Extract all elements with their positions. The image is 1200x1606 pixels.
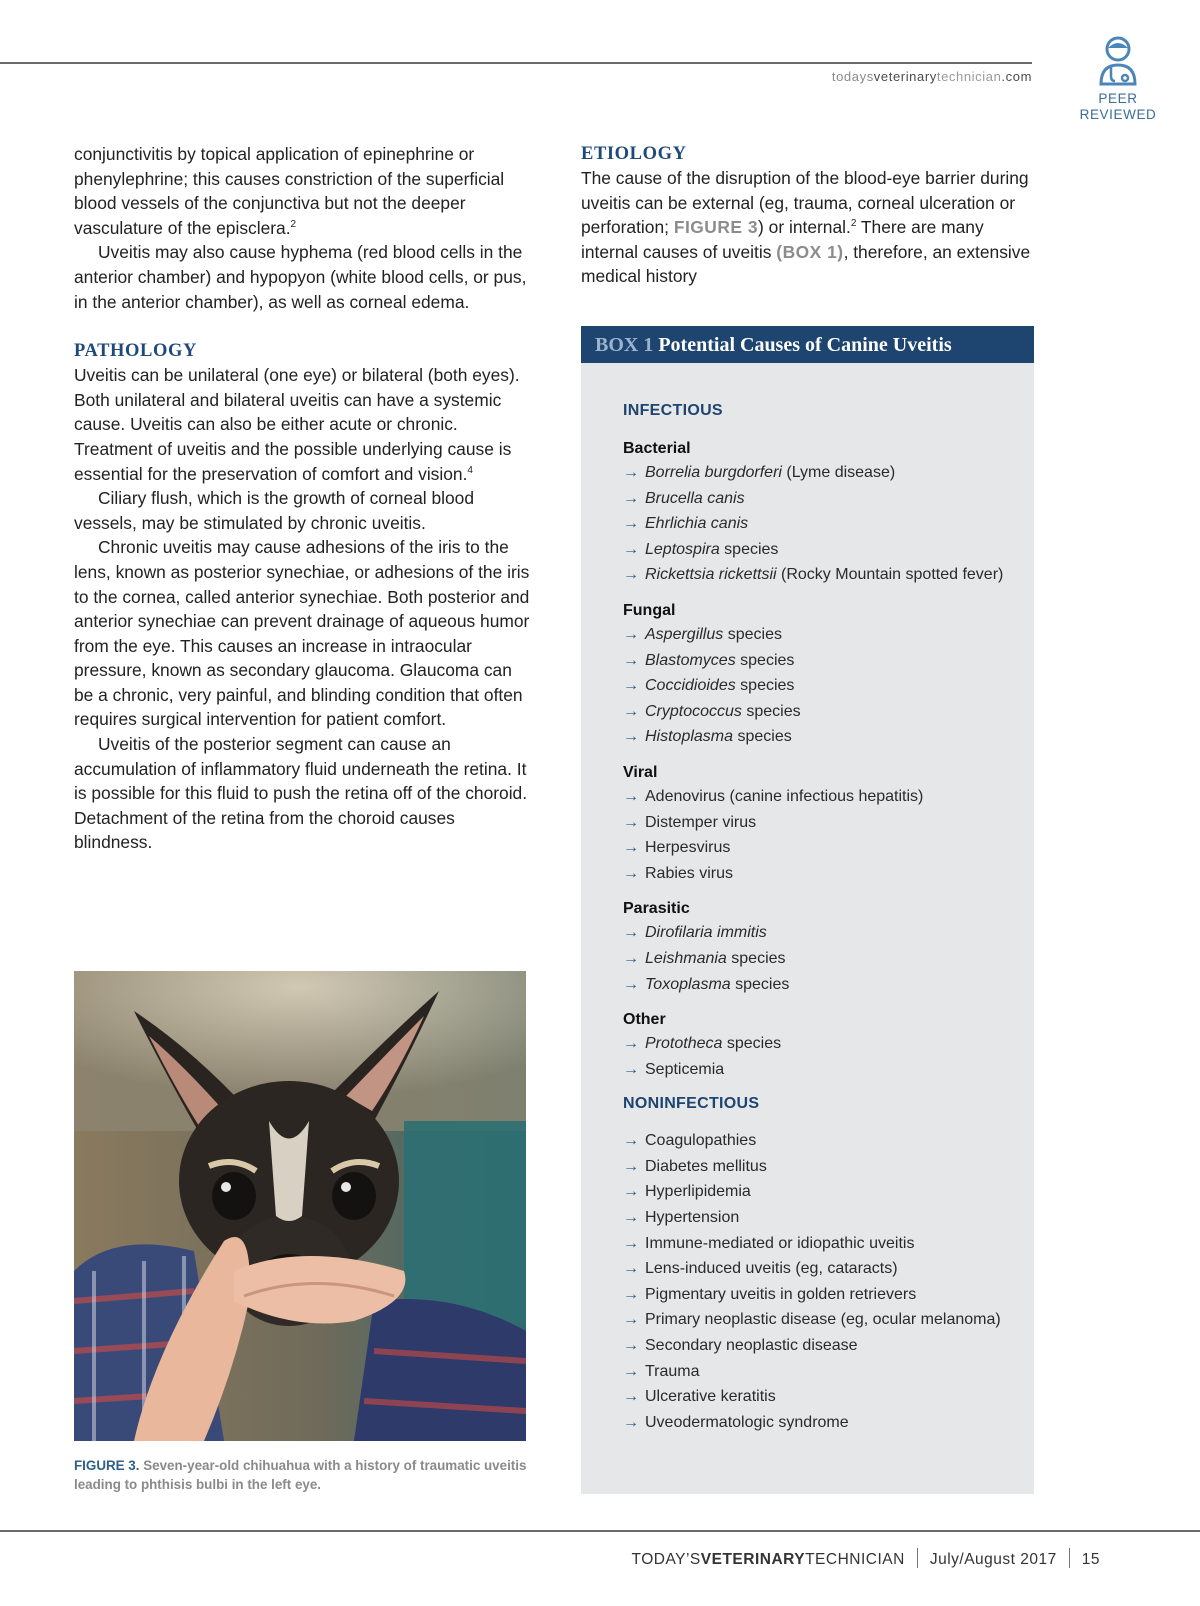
list-item: → Histoplasma species: [623, 728, 792, 746]
paragraph: Uveitis of the posterior segment can cause an accumulation of inflammatory fluid underneath the retina. It is possible for this fluid to push the retina off of the choroid. Detachment of the retina from the choroid causes blindness.: [74, 734, 528, 853]
list-item: → Prototheca species: [623, 1035, 782, 1053]
arrow-icon: →: [623, 702, 639, 720]
other-heading: Other: [623, 1011, 666, 1029]
bacterial-heading: Bacterial: [623, 440, 691, 457]
viral-heading: Viral: [623, 763, 658, 781]
box-title: [581, 326, 1034, 363]
arrow-icon: →: [623, 1132, 639, 1150]
arrow-icon: →: [623, 566, 639, 584]
arrow-icon: →: [623, 515, 639, 533]
arrow-icon: →: [623, 625, 639, 643]
footer-divider: [917, 1548, 918, 1568]
list-item: → Pigmentary uveitis in golden retrievers: [623, 1285, 917, 1303]
list-item: → Uveodermatologic syndrome: [623, 1413, 849, 1431]
arrow-icon: →: [623, 864, 639, 882]
page-number: 15: [1081, 1551, 1100, 1568]
arrow-icon: →: [623, 1311, 639, 1329]
arrow-icon: →: [623, 975, 639, 993]
list-item: → Ulcerative keratitis: [623, 1388, 776, 1406]
left-column: [74, 142, 534, 855]
peer-label-1: PEER: [1098, 91, 1138, 106]
arrow-icon: →: [623, 540, 639, 558]
figure-caption: [74, 1456, 534, 1494]
list-item: → Herpesvirus: [623, 839, 731, 857]
list-item: → Distemper virus: [623, 813, 757, 831]
list-item: → Hypertension: [623, 1209, 740, 1227]
peer-reviewed-badge: [1070, 34, 1166, 123]
chihuahua-photo: [74, 971, 526, 1441]
figure-caption-text: Seven-year-old chihuahua with a history of traumatic uveitis leading to phthisis bulbi in the left eye.: [74, 1458, 527, 1492]
list-item: → Immune-mediated or idiopathic uveitis: [623, 1234, 915, 1252]
list-item: → Toxoplasma species: [623, 975, 790, 993]
pathology-heading: PATHOLOGY: [74, 341, 197, 362]
list-item: → Brucella canis: [623, 489, 745, 507]
arrow-icon: →: [623, 1157, 639, 1175]
box-1-reference[interactable]: (BOX 1): [776, 241, 844, 262]
issue-date: July/August 2017: [929, 1551, 1057, 1568]
list-item: → Coccidioides species: [623, 677, 795, 695]
paragraph: Uveitis can be unilateral (one eye) or bilateral (both eyes). Both unilateral and bilateral uveitis can have a systemic cause. Uveitis can also be either acute or chronic. Treatment of uveitis and the possible underlying cause is essential for the preservation of comfort and vision.$^4$: [74, 365, 520, 484]
arrow-icon: →: [623, 1337, 639, 1355]
peer-label-2: REVIEWED: [1079, 107, 1157, 122]
paragraph: Ciliary flush, which is the growth of corneal blood vessels, may be stimulated by chronic uveitis.: [74, 488, 475, 533]
paragraph: The cause of the disruption of the blood-eye barrier during uveitis can be external (eg, trauma, corneal ulceration or perforation; FIGURE 3) or internal.$^2$ There are many internal causes of uveitis (BOX 1), therefore, an extensive medical history: [581, 168, 1031, 287]
paragraph: Uveitis may also cause hyphema (red blood cells in the anterior chamber) and hypopyon (white blood cells, or pus, in the anterior chamber), as well as corneal edema.: [74, 242, 527, 312]
list-item: → Trauma: [623, 1362, 700, 1380]
box-title-text: Potential Causes of Canine Uveitis: [658, 334, 952, 356]
list-item: → Lens-induced uveitis (eg, cataracts): [623, 1260, 898, 1278]
arrow-icon: →: [623, 1035, 639, 1053]
arrow-icon: →: [623, 1234, 639, 1252]
top-rule: [0, 62, 1032, 64]
list-item: → Blastomyces species: [623, 651, 795, 669]
arrow-icon: →: [623, 949, 639, 967]
figure-3-reference[interactable]: FIGURE 3: [673, 217, 759, 238]
parasitic-heading: Parasitic: [623, 900, 690, 918]
page-footer: [632, 1548, 1100, 1569]
list-item: → Rabies virus: [623, 864, 734, 882]
list-item: → Aspergillus species: [623, 625, 782, 643]
arrow-icon: →: [623, 813, 639, 831]
arrow-icon: →: [623, 1060, 639, 1078]
arrow-icon: →: [623, 1285, 639, 1303]
arrow-icon: →: [623, 1209, 639, 1227]
arrow-icon: →: [623, 677, 639, 695]
reviewer-icon: [1098, 34, 1138, 86]
arrow-icon: →: [623, 924, 639, 942]
url-part: .com: [1001, 69, 1032, 84]
arrow-icon: →: [623, 1260, 639, 1278]
list-item: → Dirofilaria immitis: [623, 924, 767, 942]
noninfectious-heading: NONINFECTIOUS: [623, 1095, 760, 1113]
footer-divider: [1069, 1548, 1070, 1568]
arrow-icon: →: [623, 651, 639, 669]
site-url[interactable]: [832, 69, 1032, 84]
box-1: [581, 326, 1034, 1494]
list-item: → Secondary neoplastic disease: [623, 1337, 858, 1355]
list-item: → Leishmania species: [623, 949, 786, 967]
arrow-icon: →: [623, 1362, 639, 1380]
list-item: → Adenovirus (canine infectious hepatitis): [623, 787, 924, 805]
arrow-icon: →: [623, 787, 639, 805]
url-part: veterinary: [873, 69, 937, 84]
list-item: → Septicemia: [623, 1060, 725, 1078]
infectious-heading: INFECTIOUS: [623, 402, 723, 419]
etiology-heading: ETIOLOGY: [581, 144, 687, 164]
magazine-name: TODAY’SVETERINARYTECHNICIAN: [631, 1551, 905, 1568]
arrow-icon: →: [623, 489, 639, 507]
list-item: → Cryptococcus species: [623, 702, 801, 720]
bottom-rule: [0, 1530, 1200, 1532]
list-item: → Diabetes mellitus: [623, 1157, 767, 1175]
paragraph: conjunctivitis by topical application of epinephrine or phenylephrine; this causes constriction of the superficial blood vessels of the conjunctiva but not the deeper vasculature of the episclera.$^2$: [74, 144, 505, 238]
list-item: → Rickettsia rickettsii (Rocky Mountain spotted fever): [623, 566, 1004, 584]
arrow-icon: →: [623, 839, 639, 857]
url-part: technician: [936, 69, 1002, 84]
url-part: todays: [831, 69, 874, 84]
list-item: → Coagulopathies: [623, 1132, 757, 1150]
box-number: BOX 1: [595, 334, 654, 356]
list-item: → Ehrlichia canis: [623, 515, 749, 533]
list-item: → Leptospira species: [623, 540, 779, 558]
arrow-icon: →: [623, 1413, 639, 1431]
arrow-icon: →: [623, 1388, 639, 1406]
paragraph: Chronic uveitis may cause adhesions of the iris to the lens, known as posterior synechiae, or adhesions of the iris to the cornea, called anterior synechiae. Both posterior and anterior synechiae can prevent drainage of aqueous humor from the eye. This causes an increase in intraocular pressure, known as secondary glaucoma. Glaucoma can be a chronic, very painful, and blinding condition that often requires surgical intervention for patient comfort.: [74, 537, 530, 730]
arrow-icon: →: [623, 1183, 639, 1201]
list-item: → Hyperlipidemia: [623, 1183, 751, 1201]
arrow-icon: →: [623, 464, 639, 481]
arrow-icon: →: [623, 728, 639, 746]
list-item: → Borrelia burgdorferi (Lyme disease): [623, 464, 896, 481]
figure-label: FIGURE 3.: [74, 1458, 140, 1473]
figure-3-photo: [74, 971, 526, 1441]
list-item: → Primary neoplastic disease (eg, ocular melanoma): [623, 1311, 1001, 1329]
right-column: [581, 142, 1031, 289]
fungal-heading: Fungal: [623, 601, 676, 619]
